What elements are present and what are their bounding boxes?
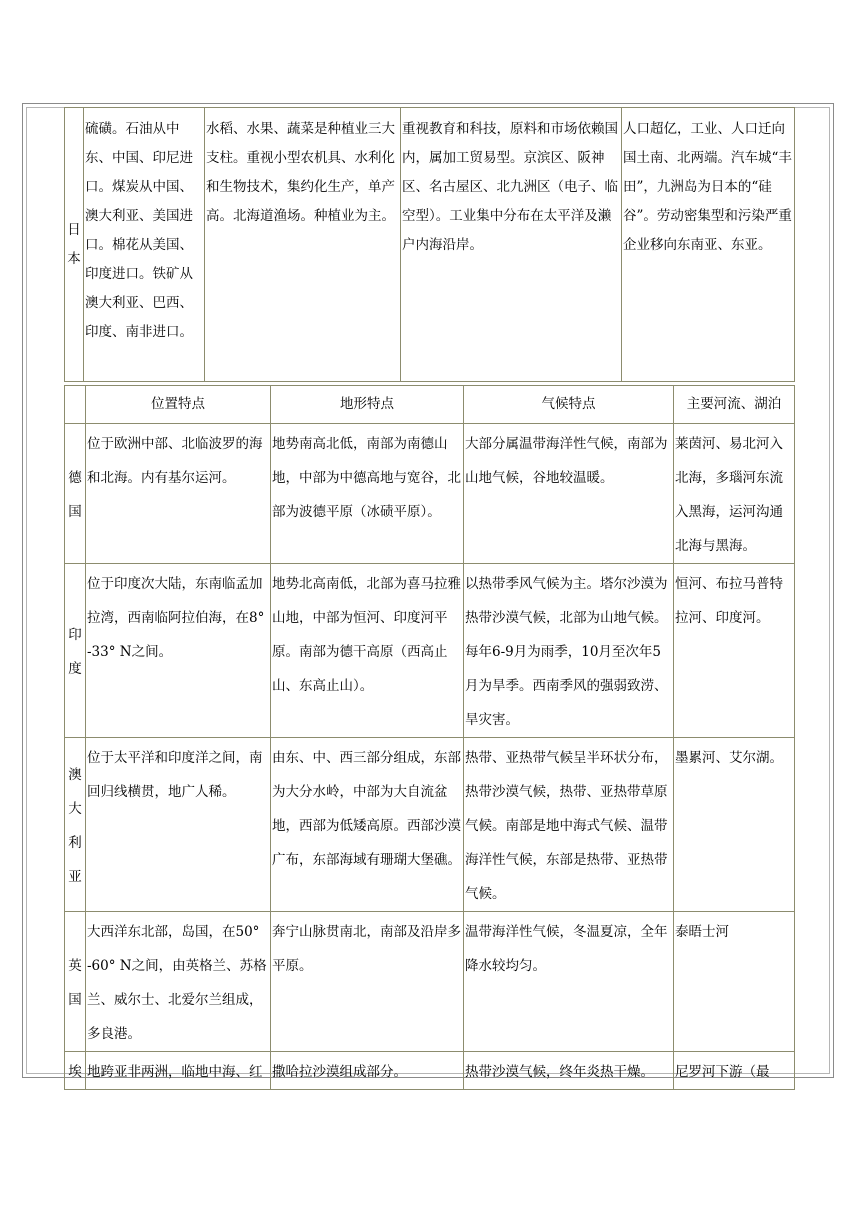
japan-population-cell: 人口超亿，工业、人口迁向国土南、北两端。汽车城“丰田”，九洲岛为日本的“硅谷”。劳动密集型和污染严重企业移向东南亚、东亚。 bbox=[622, 108, 795, 382]
position-cell: 地跨亚非两洲，临地中海、红 bbox=[86, 1052, 271, 1090]
rivers-cell: 莱茵河、易北河入北海，多瑙河东流入黑海，运河沟通北海与黑海。 bbox=[674, 424, 795, 564]
country-char: 澳 bbox=[68, 767, 82, 783]
header-blank bbox=[65, 386, 86, 424]
terrain-cell: 地势南高北低，南部为南德山地，中部为中德高地与宽谷，北部为波德平原（冰碛平原）。 bbox=[271, 424, 464, 564]
table-row bbox=[65, 1052, 795, 1090]
table-row bbox=[65, 912, 795, 1052]
japan-agriculture-cell: 水稻、水果、蔬菜是种植业三大支柱。重视小型农机具、水利化和生物技术，集约化生产，单产高。北海道渔场。种植业为主。 bbox=[205, 108, 401, 382]
table-row bbox=[65, 564, 795, 738]
header-rivers: 主要河流、湖泊 bbox=[674, 386, 795, 424]
country-char: 利 bbox=[68, 835, 82, 851]
country-char: 国 bbox=[68, 992, 82, 1008]
terrain-cell: 由东、中、西三部分组成，东部为大分水岭，中部为大自流盆地，西部为低矮高原。西部沙漠广布，东部海域有珊瑚大堡礁。 bbox=[271, 738, 464, 912]
country-char: 德 bbox=[68, 470, 82, 486]
country-name-australia bbox=[65, 738, 86, 912]
country-char: 大 bbox=[68, 801, 82, 817]
country-name-germany bbox=[65, 424, 86, 564]
table-row bbox=[65, 424, 795, 564]
rivers-cell: 泰晤士河 bbox=[674, 912, 795, 1052]
climate-cell: 热带、亚热带气候呈半环状分布，热带沙漠气候，热带、亚热带草原气候。南部是地中海式气候、温带海洋性气候，东部是热带、亚热带气候。 bbox=[464, 738, 674, 912]
japan-table bbox=[64, 107, 795, 382]
position-cell: 位于太平洋和印度洋之间，南回归线横贯，地广人稀。 bbox=[86, 738, 271, 912]
header-terrain: 地形特点 bbox=[271, 386, 464, 424]
countries-table bbox=[64, 385, 795, 1090]
position-cell: 大西洋东北部，岛国，在50° -60° N之间，由英格兰、苏格兰、威尔士、北爱尔兰组成，多良港。 bbox=[86, 912, 271, 1052]
header-row bbox=[65, 386, 795, 424]
country-name-japan bbox=[65, 108, 84, 382]
country-name-india bbox=[65, 564, 86, 738]
climate-cell: 热带沙漠气候，终年炎热干燥。 bbox=[464, 1052, 674, 1090]
rivers-cell: 尼罗河下游（最 bbox=[674, 1052, 795, 1090]
climate-cell: 大部分属温带海洋性气候，南部为山地气候，谷地较温暖。 bbox=[464, 424, 674, 564]
rivers-cell: 恒河、布拉马普特拉河、印度河。 bbox=[674, 564, 795, 738]
position-cell: 位于印度次大陆，东南临孟加拉湾，西南临阿拉伯海，在8° -33° N之间。 bbox=[86, 564, 271, 738]
climate-cell: 温带海洋性气候，冬温夏凉，全年降水较均匀。 bbox=[464, 912, 674, 1052]
country-char: 埃 bbox=[68, 1064, 82, 1080]
header-position: 位置特点 bbox=[86, 386, 271, 424]
country-char: 本 bbox=[67, 250, 81, 267]
terrain-cell: 奔宁山脉贯南北，南部及沿岸多平原。 bbox=[271, 912, 464, 1052]
rivers-cell: 墨累河、艾尔湖。 bbox=[674, 738, 795, 912]
terrain-cell: 地势北高南低，北部为喜马拉雅山地，中部为恒河、印度河平原。南部为德干高原（西高止山、东高止山）。 bbox=[271, 564, 464, 738]
header-climate: 气候特点 bbox=[464, 386, 674, 424]
country-name-egypt bbox=[65, 1052, 86, 1090]
table-row bbox=[65, 738, 795, 912]
country-char: 印 bbox=[68, 627, 82, 643]
country-char: 英 bbox=[68, 958, 82, 974]
japan-industry-cell: 重视教育和科技，原料和市场依赖国内，属加工贸易型。京滨区、阪神区、名古屋区、北九洲区（电子、临空型）。工业集中分布在太平洋及濑户内海沿岸。 bbox=[401, 108, 622, 382]
country-char: 国 bbox=[68, 504, 82, 520]
position-cell: 位于欧洲中部、北临波罗的海和北海。内有基尔运河。 bbox=[86, 424, 271, 564]
country-char: 日 bbox=[67, 221, 81, 238]
country-name-uk bbox=[65, 912, 86, 1052]
terrain-cell: 撒哈拉沙漠组成部分。 bbox=[271, 1052, 464, 1090]
country-char: 度 bbox=[68, 661, 82, 677]
country-char: 亚 bbox=[68, 869, 82, 885]
japan-imports-cell: 硫磺。石油从中东、中国、印尼进口。煤炭从中国、澳大利亚、美国进口。棉花从美国、印度进口。铁矿从澳大利亚、巴西、印度、南非进口。 bbox=[84, 108, 205, 382]
japan-row bbox=[65, 108, 795, 382]
climate-cell: 以热带季风气候为主。塔尔沙漠为热带沙漠气候，北部为山地气候。每年6-9月为雨季，10月至次年5月为旱季。西南季风的强弱致涝、旱灾害。 bbox=[464, 564, 674, 738]
